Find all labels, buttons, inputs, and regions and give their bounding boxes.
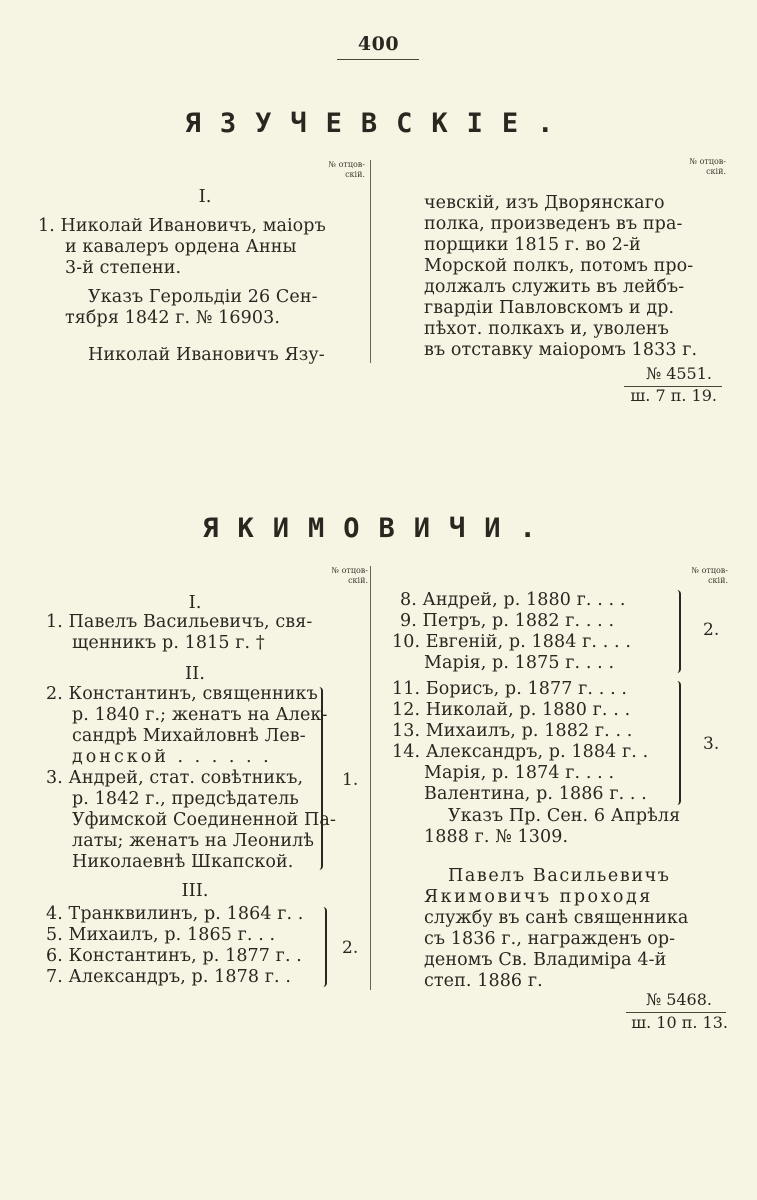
generation-heading-iii: III. [181, 880, 209, 901]
list-item: Марія, р. 1874 г. . . . [424, 763, 615, 783]
column-label [305, 160, 365, 180]
list-item: 4. Транквилинъ, р. 1864 г. . [46, 904, 304, 924]
list-item: Марія, р. 1875 г. . . . [424, 653, 615, 673]
record-location: ш. 10 п. 13. [631, 1013, 728, 1032]
list-item: 8. Андрей, р. 1880 г. . . . [400, 590, 626, 610]
generation-heading-i: I. [188, 592, 202, 613]
group-bracket [676, 590, 681, 673]
column-label [666, 157, 726, 177]
column-label-line: № отцов- [691, 566, 728, 575]
text-line: должалъ служить въ лейбъ- [424, 277, 685, 297]
entry-text-right [424, 193, 724, 361]
text-line: сандрѣ Михайловнѣ Лев- [72, 726, 306, 746]
text-line: полка, произведенъ въ пра- [424, 214, 683, 234]
column-label-line: скій. [708, 576, 728, 585]
group-number: 3. [703, 734, 720, 754]
group-bracket [318, 687, 323, 870]
text-line: р. 1840 г.; женатъ на Алек- [72, 705, 328, 725]
text-line: 2. Константинъ, священникъ [46, 684, 318, 704]
text-line: 3. Андрей, стат. совѣтникъ, [46, 768, 304, 788]
text-line: службу въ санѣ священника [424, 908, 689, 928]
list-item: 12. Николай, р. 1880 г. . . [392, 700, 631, 720]
list-item: 5. Михаилъ, р. 1865 г. . . [46, 925, 276, 945]
column-label [668, 566, 728, 586]
text-line: деномъ Св. Владиміра 4-й [424, 950, 667, 970]
list-item: 7. Александръ, р. 1878 г. . [46, 967, 292, 987]
entry-group-b [392, 679, 682, 805]
text-line: 1. Николай Ивановичъ, маіоръ [38, 216, 326, 236]
text-line: донской . . . . . . [72, 747, 272, 767]
entry-gen2 [46, 684, 336, 873]
decree [424, 806, 714, 848]
group-bracket [322, 907, 327, 987]
generation-heading: I. [198, 186, 212, 207]
text-line: 3-й степени. [65, 258, 182, 278]
text-line: р. 1842 г., предсѣдатель [72, 789, 299, 809]
list-item: 10. Евгеній, р. 1884 г. . . . [392, 632, 632, 652]
record-number: № 5468. [645, 990, 712, 1009]
list-item: Валентина, р. 1886 г. . . [424, 784, 647, 804]
text-line: чевскій, изъ Дворянскаго [424, 193, 665, 213]
list-item: 11. Борисъ, р. 1877 г. . . . [392, 679, 628, 699]
column-divider [370, 160, 371, 363]
text-line: степ. 1886 г. [424, 971, 543, 991]
group-number: 1. [342, 770, 359, 790]
text-line: Уфимской Соединенной Па- [72, 810, 336, 830]
text-line: порщики 1815 г. во 2-й [424, 235, 641, 255]
text-line: въ отставку маіоромъ 1833 г. [424, 340, 698, 360]
column-label-line: скій. [706, 167, 726, 176]
column-label [308, 566, 368, 586]
column-label-line: № отцов- [328, 160, 365, 169]
entry-text-left [38, 216, 326, 366]
text-line: гвардіи Павловскомъ и др. [424, 298, 675, 318]
text-line: щенникъ р. 1815 г. † [72, 633, 265, 653]
page-number-rule [337, 59, 419, 60]
list-item: 6. Константинъ, р. 1877 г. . [46, 946, 302, 966]
list-item: 13. Михаилъ, р. 1882 г. . . [392, 721, 633, 741]
decree-line: тября 1842 г. № 16903. [65, 308, 281, 328]
text-line: пѣхот. полкахъ и, уволенъ [424, 319, 669, 339]
column-label-line: скій. [345, 170, 365, 179]
column-label-line: скій. [348, 576, 368, 585]
group-number: 2. [342, 938, 359, 958]
entry-group-a [392, 590, 682, 674]
section-title-yakimovichi: ЯКИМОВИЧИ. [202, 513, 555, 544]
entry-gen3 [46, 904, 321, 988]
decree-line: Указъ Пр. Сен. 6 Апрѣля [448, 806, 681, 826]
group-number: 2. [703, 620, 720, 640]
text-line: Николаевнѣ Шкапской. [72, 852, 294, 872]
section-title-yazuchevskie: ЯЗУЧЕВСКIЕ. [184, 108, 573, 139]
column-label-line: № отцов- [689, 157, 726, 166]
list-item: 9. Петръ, р. 1882 г. . . . [400, 611, 615, 631]
text-line: и кавалеръ ордена Анны [65, 237, 297, 257]
text-line: Николай Ивановичъ Язу- [88, 345, 325, 365]
biography-note [424, 866, 724, 992]
column-label-line: № отцов- [331, 566, 368, 575]
page-number: 400 [357, 33, 400, 55]
text-line: 1. Павелъ Васильевичъ, свя- [46, 612, 313, 632]
generation-heading-ii: II. [185, 663, 205, 684]
record-number: № 4551. [645, 364, 712, 383]
text-line: Морской полкъ, потомъ про- [424, 256, 694, 276]
text-line: Якимовичъ проходя [424, 887, 653, 907]
text-line: Павелъ Васильевичъ [448, 866, 671, 886]
entry-gen1 [46, 612, 313, 654]
column-divider [370, 566, 371, 990]
record-location: ш. 7 п. 19. [630, 386, 717, 405]
list-item: 14. Александръ, р. 1884 г. . [392, 742, 649, 762]
decree-line: 1888 г. № 1309. [424, 827, 569, 847]
text-line: съ 1836 г., награжденъ ор- [424, 929, 676, 949]
decree-line: Указъ Герольдіи 26 Сен- [88, 287, 318, 307]
group-bracket [676, 681, 681, 805]
text-line: латы; женатъ на Леонилѣ [72, 831, 315, 851]
